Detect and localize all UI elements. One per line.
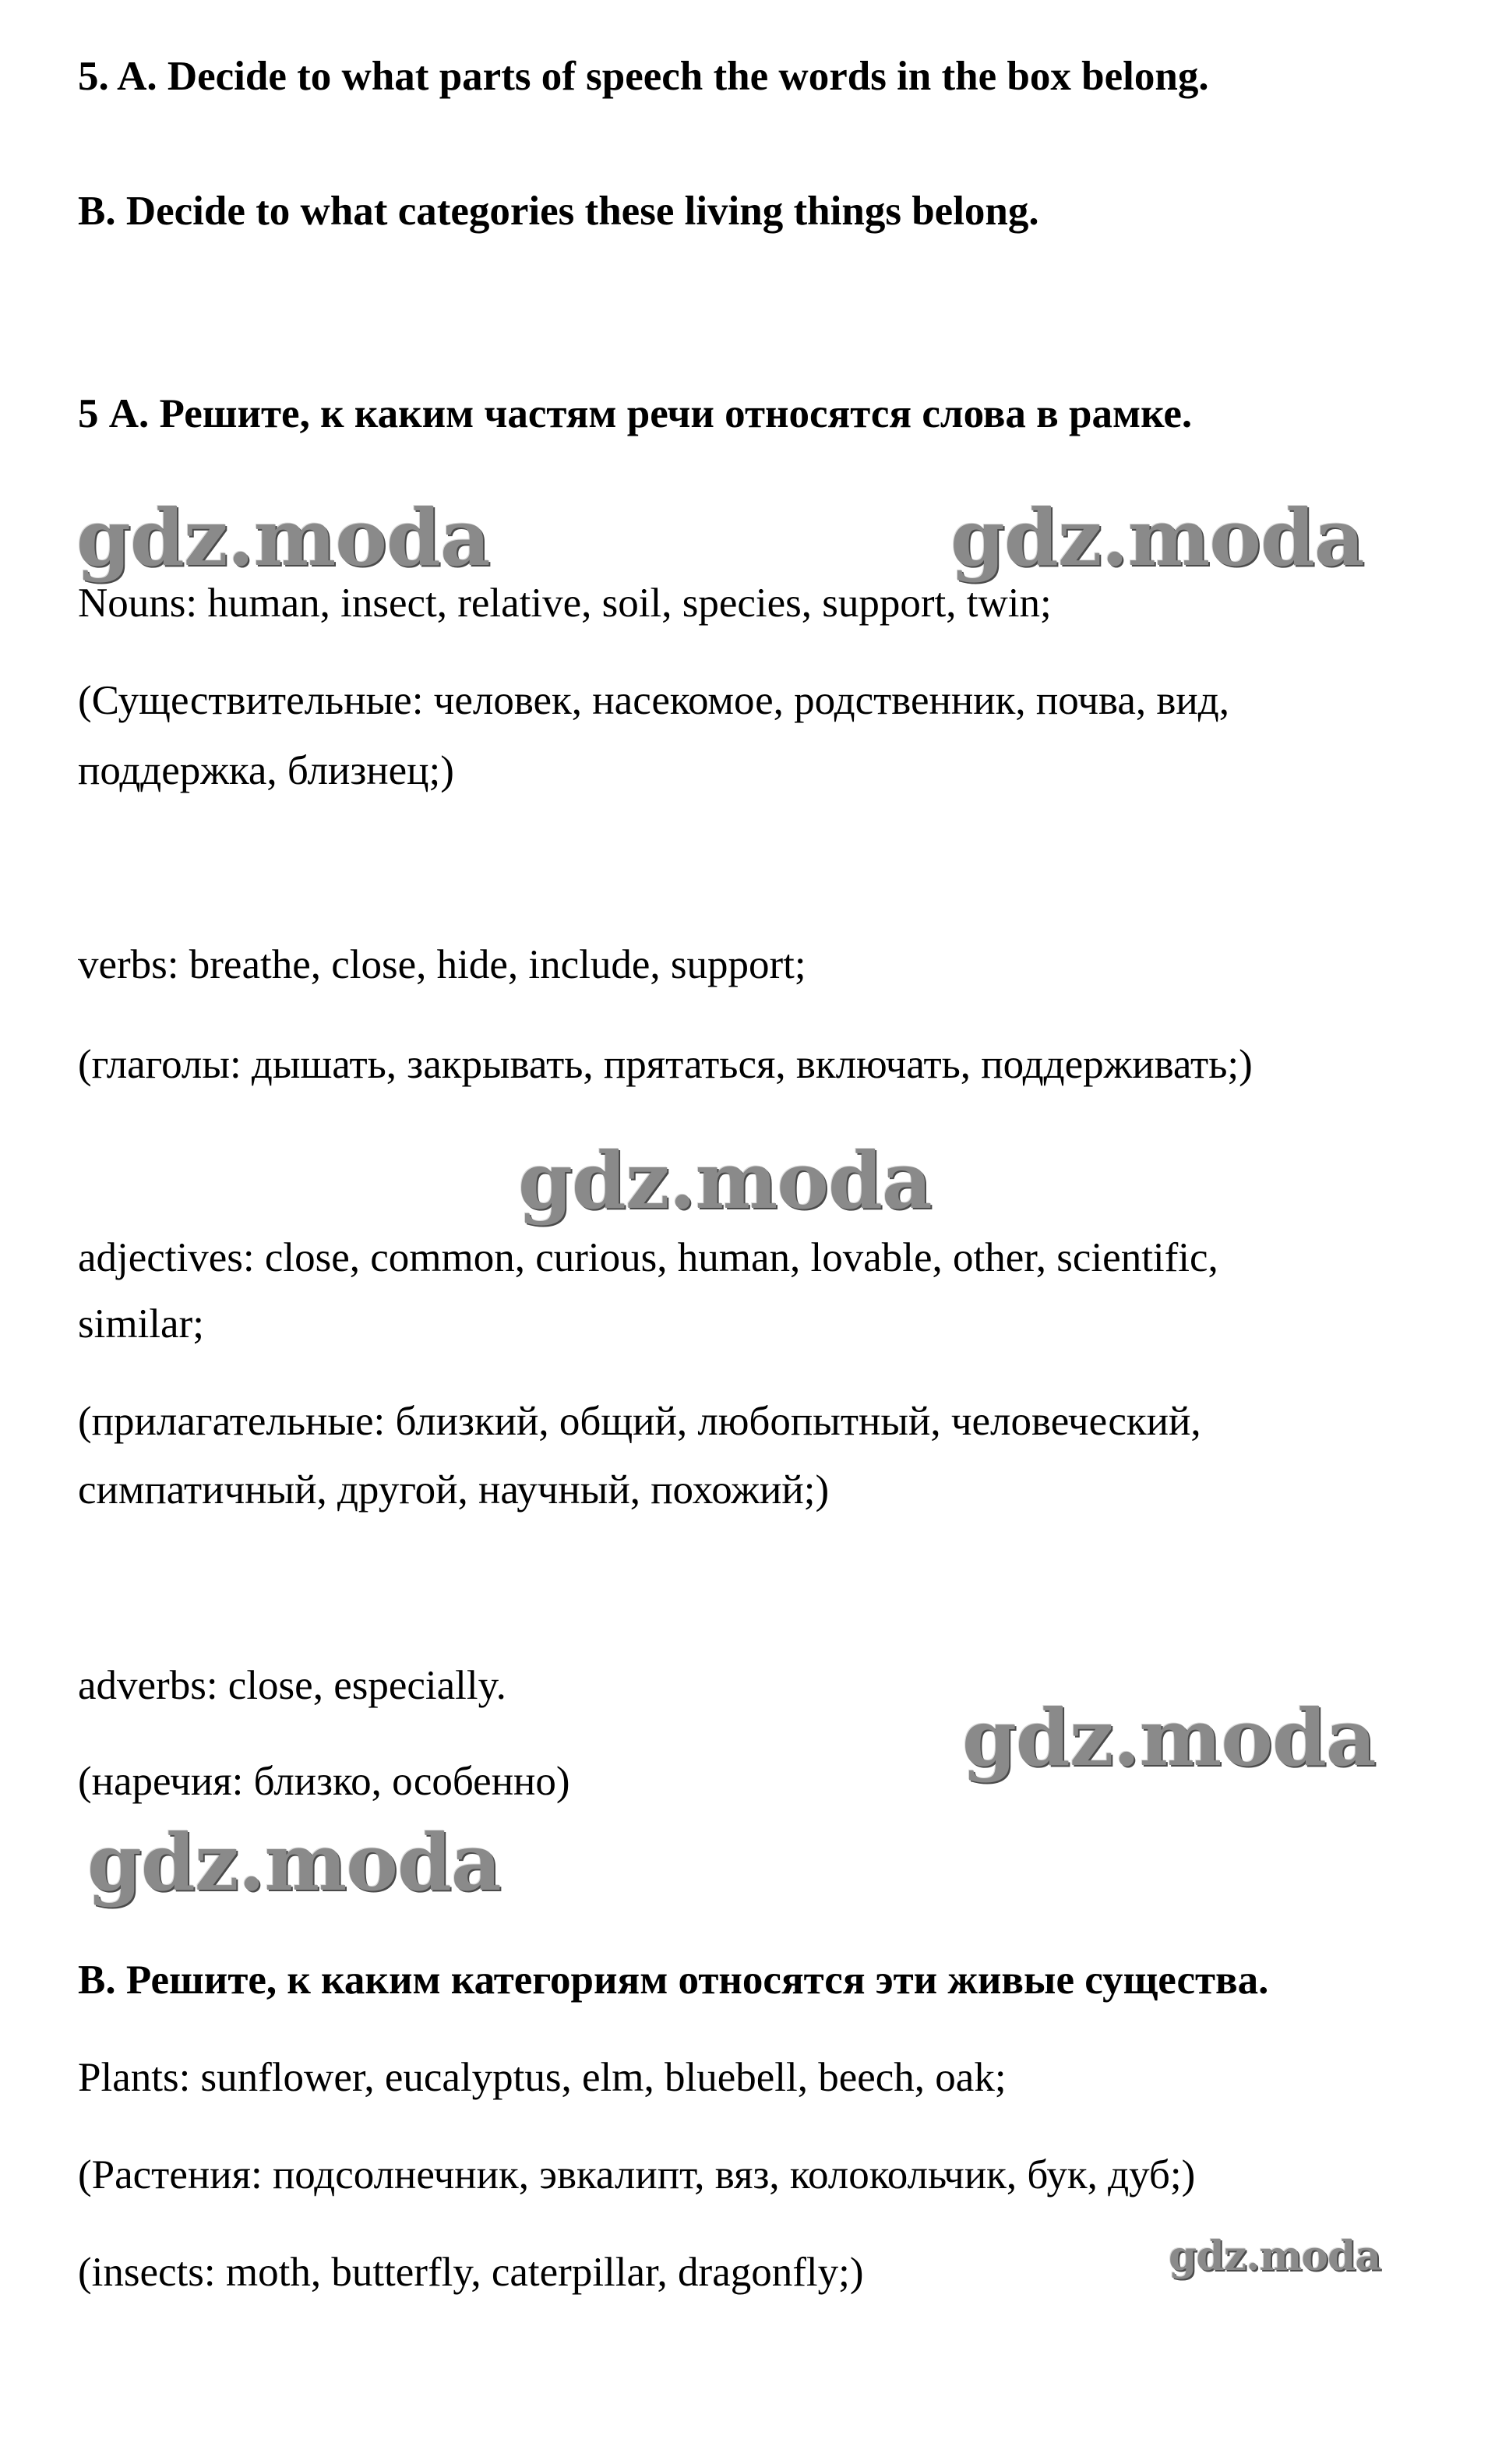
heading-en-a: 5. A. Decide to what parts of speech the words in the box belong. xyxy=(78,54,1209,99)
adjectives-ru-line1: (прилагательные: близкий, общий, любопытный, человеческий, xyxy=(78,1399,1201,1444)
watermark: gdz.moda xyxy=(76,492,490,584)
plants-en: Plants: sunflower, eucalyptus, elm, bluebell, beech, oak; xyxy=(78,2055,1007,2100)
verbs-en: verbs: breathe, close, hide, include, support; xyxy=(78,942,806,987)
verbs-ru: (глаголы: дышать, закрывать, прятаться, включать, поддерживать;) xyxy=(78,1042,1253,1087)
heading-ru-b: В. Решите, к каким категориям относятся эти живые существа. xyxy=(78,1957,1269,2003)
watermark: gdz.moda xyxy=(1169,2233,1381,2280)
heading-en-b: B. Decide to what categories these living things belong. xyxy=(78,189,1039,234)
nouns-ru-line1: (Существительные: человек, насекомое, родственник, почва, вид, xyxy=(78,678,1229,723)
watermark: gdz.moda xyxy=(950,492,1364,584)
adjectives-en-line2: similar; xyxy=(78,1301,204,1347)
nouns-en: Nouns: human, insect, relative, soil, species, support, twin; xyxy=(78,581,1052,626)
watermark: gdz.moda xyxy=(87,1816,501,1908)
watermark: gdz.moda xyxy=(518,1135,932,1227)
adjectives-en-line1: adjectives: close, common, curious, human, lovable, other, scientific, xyxy=(78,1235,1218,1280)
nouns-ru-line2: поддержка, близнец;) xyxy=(78,748,454,793)
watermark: gdz.moda xyxy=(962,1692,1376,1784)
insects-en: (insects: moth, butterfly, caterpillar, dragonfly;) xyxy=(78,2250,864,2295)
adverbs-ru: (наречия: близко, особенно) xyxy=(78,1759,570,1804)
adjectives-ru-line2: симпатичный, другой, научный, похожий;) xyxy=(78,1467,830,1513)
plants-ru: (Растения: подсолнечник, эвкалипт, вяз, колокольчик, бук, дуб;) xyxy=(78,2152,1196,2197)
adverbs-en: adverbs: close, especially. xyxy=(78,1663,506,1708)
heading-ru-a: 5 А. Решите, к каким частям речи относятся слова в рамке. xyxy=(78,391,1193,436)
